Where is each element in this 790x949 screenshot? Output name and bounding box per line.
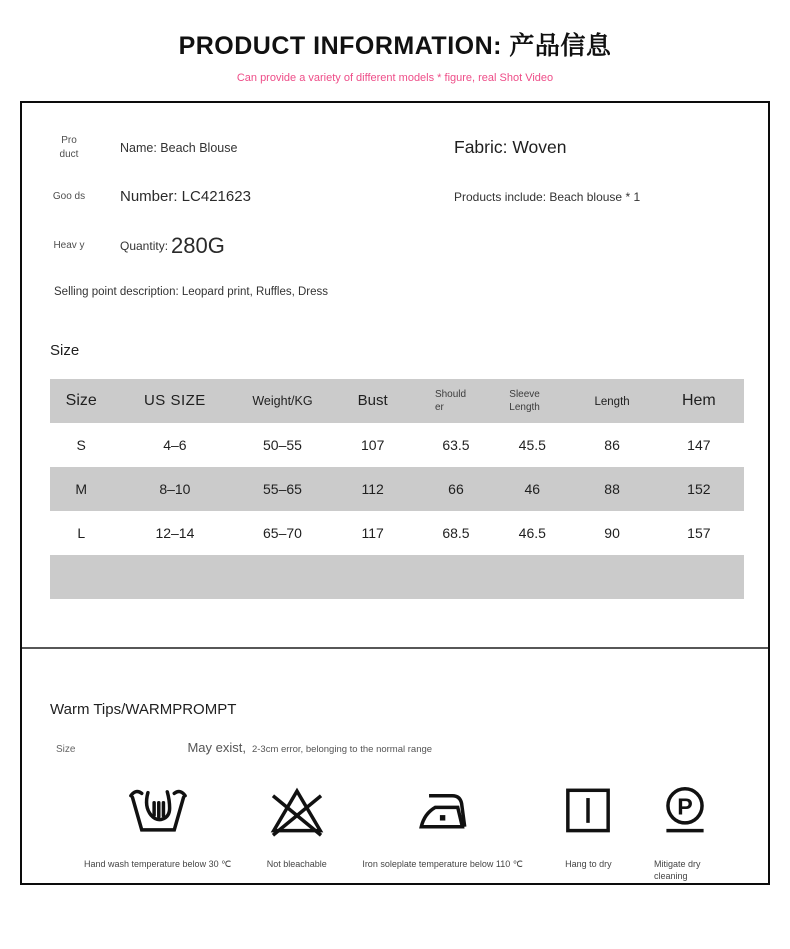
product-info-box xyxy=(20,101,770,885)
size-table-empty-cell xyxy=(237,555,327,599)
size-table-cell: 8–10 xyxy=(159,481,191,497)
size-table xyxy=(50,379,744,599)
hang-to-dry-icon xyxy=(557,781,619,843)
care-label-hand-wash: Hand wash temperature below 30 ℃ xyxy=(84,859,232,869)
size-table-row xyxy=(50,467,744,511)
size-table-header-cell: Size xyxy=(65,392,97,409)
size-table-header-cell: Weight/KG xyxy=(252,394,313,408)
size-table-cell: L xyxy=(77,525,86,541)
care-item-iron xyxy=(362,781,523,870)
care-item-hand-wash xyxy=(84,781,231,870)
size-table-cell: 86 xyxy=(604,437,620,453)
size-table-cell: 112 xyxy=(361,481,384,497)
size-table-cell: 46.5 xyxy=(518,525,546,541)
warm-tips-heading: Warm Tips/WARMPROMPT xyxy=(50,701,237,718)
product-information-page xyxy=(0,26,790,885)
size-table-cell: 12–14 xyxy=(155,525,195,541)
size-table-header-cell: US SIZE xyxy=(143,392,206,409)
quantity-label: Quantity: xyxy=(120,238,169,253)
goods-number: Number: LC421623 xyxy=(120,188,251,205)
size-table-empty-cell xyxy=(570,555,653,599)
size-table-cell: 65–70 xyxy=(263,525,302,541)
gentle-dry-clean-icon xyxy=(654,781,716,843)
product-info-grid xyxy=(22,103,768,270)
size-table-cell: 88 xyxy=(604,481,620,497)
no-bleach-icon xyxy=(266,781,328,843)
size-table-cell: 66 xyxy=(448,481,464,497)
svg-text:P: P xyxy=(677,793,693,820)
care-label-hang-dry: Hang to dry xyxy=(565,859,612,869)
hand-wash-icon xyxy=(127,781,189,843)
weight-tag: Heav y xyxy=(53,239,85,251)
size-table-cell: 46 xyxy=(524,481,541,497)
care-label-no-bleach: Not bleachable xyxy=(266,859,327,869)
size-table-row xyxy=(50,511,744,555)
size-table-cell: 157 xyxy=(687,525,711,541)
page-title: PRODUCT INFORMATION: 产品信息 xyxy=(178,32,612,60)
tips-size-label: Size xyxy=(56,744,76,755)
size-table-empty-row xyxy=(50,555,744,599)
size-table-empty-cell xyxy=(654,555,744,599)
size-table-row xyxy=(50,423,744,467)
size-table-cell: 107 xyxy=(361,437,385,453)
size-table-empty-cell xyxy=(418,555,494,599)
size-table-header-cell: Should er xyxy=(434,388,467,413)
products-include: Products include: Beach blouse * 1 xyxy=(454,189,641,204)
size-table-cell: 55–65 xyxy=(263,481,302,497)
size-table-cell: M xyxy=(75,481,88,497)
size-section-heading: Size xyxy=(50,342,80,359)
goods-tag: Goo ds xyxy=(52,190,86,202)
size-table-empty-cell xyxy=(494,555,570,599)
size-table-cell: 50–55 xyxy=(263,437,302,453)
care-item-no-bleach xyxy=(266,781,328,869)
fabric-value: Fabric: Woven xyxy=(454,137,567,157)
size-table-cell: 152 xyxy=(687,481,711,497)
size-table-header-row xyxy=(50,379,744,423)
section-divider xyxy=(22,647,768,649)
size-table-cell: 117 xyxy=(361,525,384,541)
size-table-body xyxy=(50,423,744,599)
size-table-head xyxy=(50,379,744,423)
size-table-cell: 90 xyxy=(604,525,620,541)
size-table-cell: 45.5 xyxy=(518,437,546,453)
product-name: Name: Beach Blouse xyxy=(120,140,238,155)
size-tolerance-note xyxy=(22,740,768,755)
page-subtitle: Can provide a variety of different models * figure, real Shot Video xyxy=(236,72,554,84)
size-table-header-cell: Length xyxy=(594,396,630,408)
iron-temperature-icon xyxy=(412,781,474,843)
tips-note-detail: 2-3cm error, belonging to the normal range xyxy=(251,744,433,755)
size-table-empty-cell xyxy=(112,555,237,599)
care-item-hang-dry xyxy=(557,781,619,869)
selling-point-description: Selling point description: Leopard print, Ruffles, Dress xyxy=(54,286,329,298)
size-table-cell: S xyxy=(76,437,86,453)
size-table-cell: 63.5 xyxy=(442,437,470,453)
size-table-empty-cell xyxy=(50,555,112,599)
size-table-header-cell: Sleeve Length xyxy=(509,388,540,413)
care-icons-row xyxy=(22,781,768,882)
size-table-header-cell: Hem xyxy=(681,392,716,409)
care-item-dry-clean xyxy=(654,781,716,882)
size-table-header-cell: Bust xyxy=(357,392,388,409)
size-table-cell: 4–6 xyxy=(163,437,187,453)
tips-note-main: May exist, xyxy=(187,740,246,755)
quantity-value: 280G xyxy=(171,232,225,258)
product-tag: Pro duct xyxy=(59,135,79,160)
size-table-empty-cell xyxy=(328,555,418,599)
care-label-iron: Iron soleplate temperature below 110 ℃ xyxy=(362,859,523,869)
care-label-dry-clean: Mitigate dry cleaning xyxy=(653,859,701,881)
size-table-cell: 68.5 xyxy=(442,525,470,541)
size-table-cell: 147 xyxy=(687,437,711,453)
